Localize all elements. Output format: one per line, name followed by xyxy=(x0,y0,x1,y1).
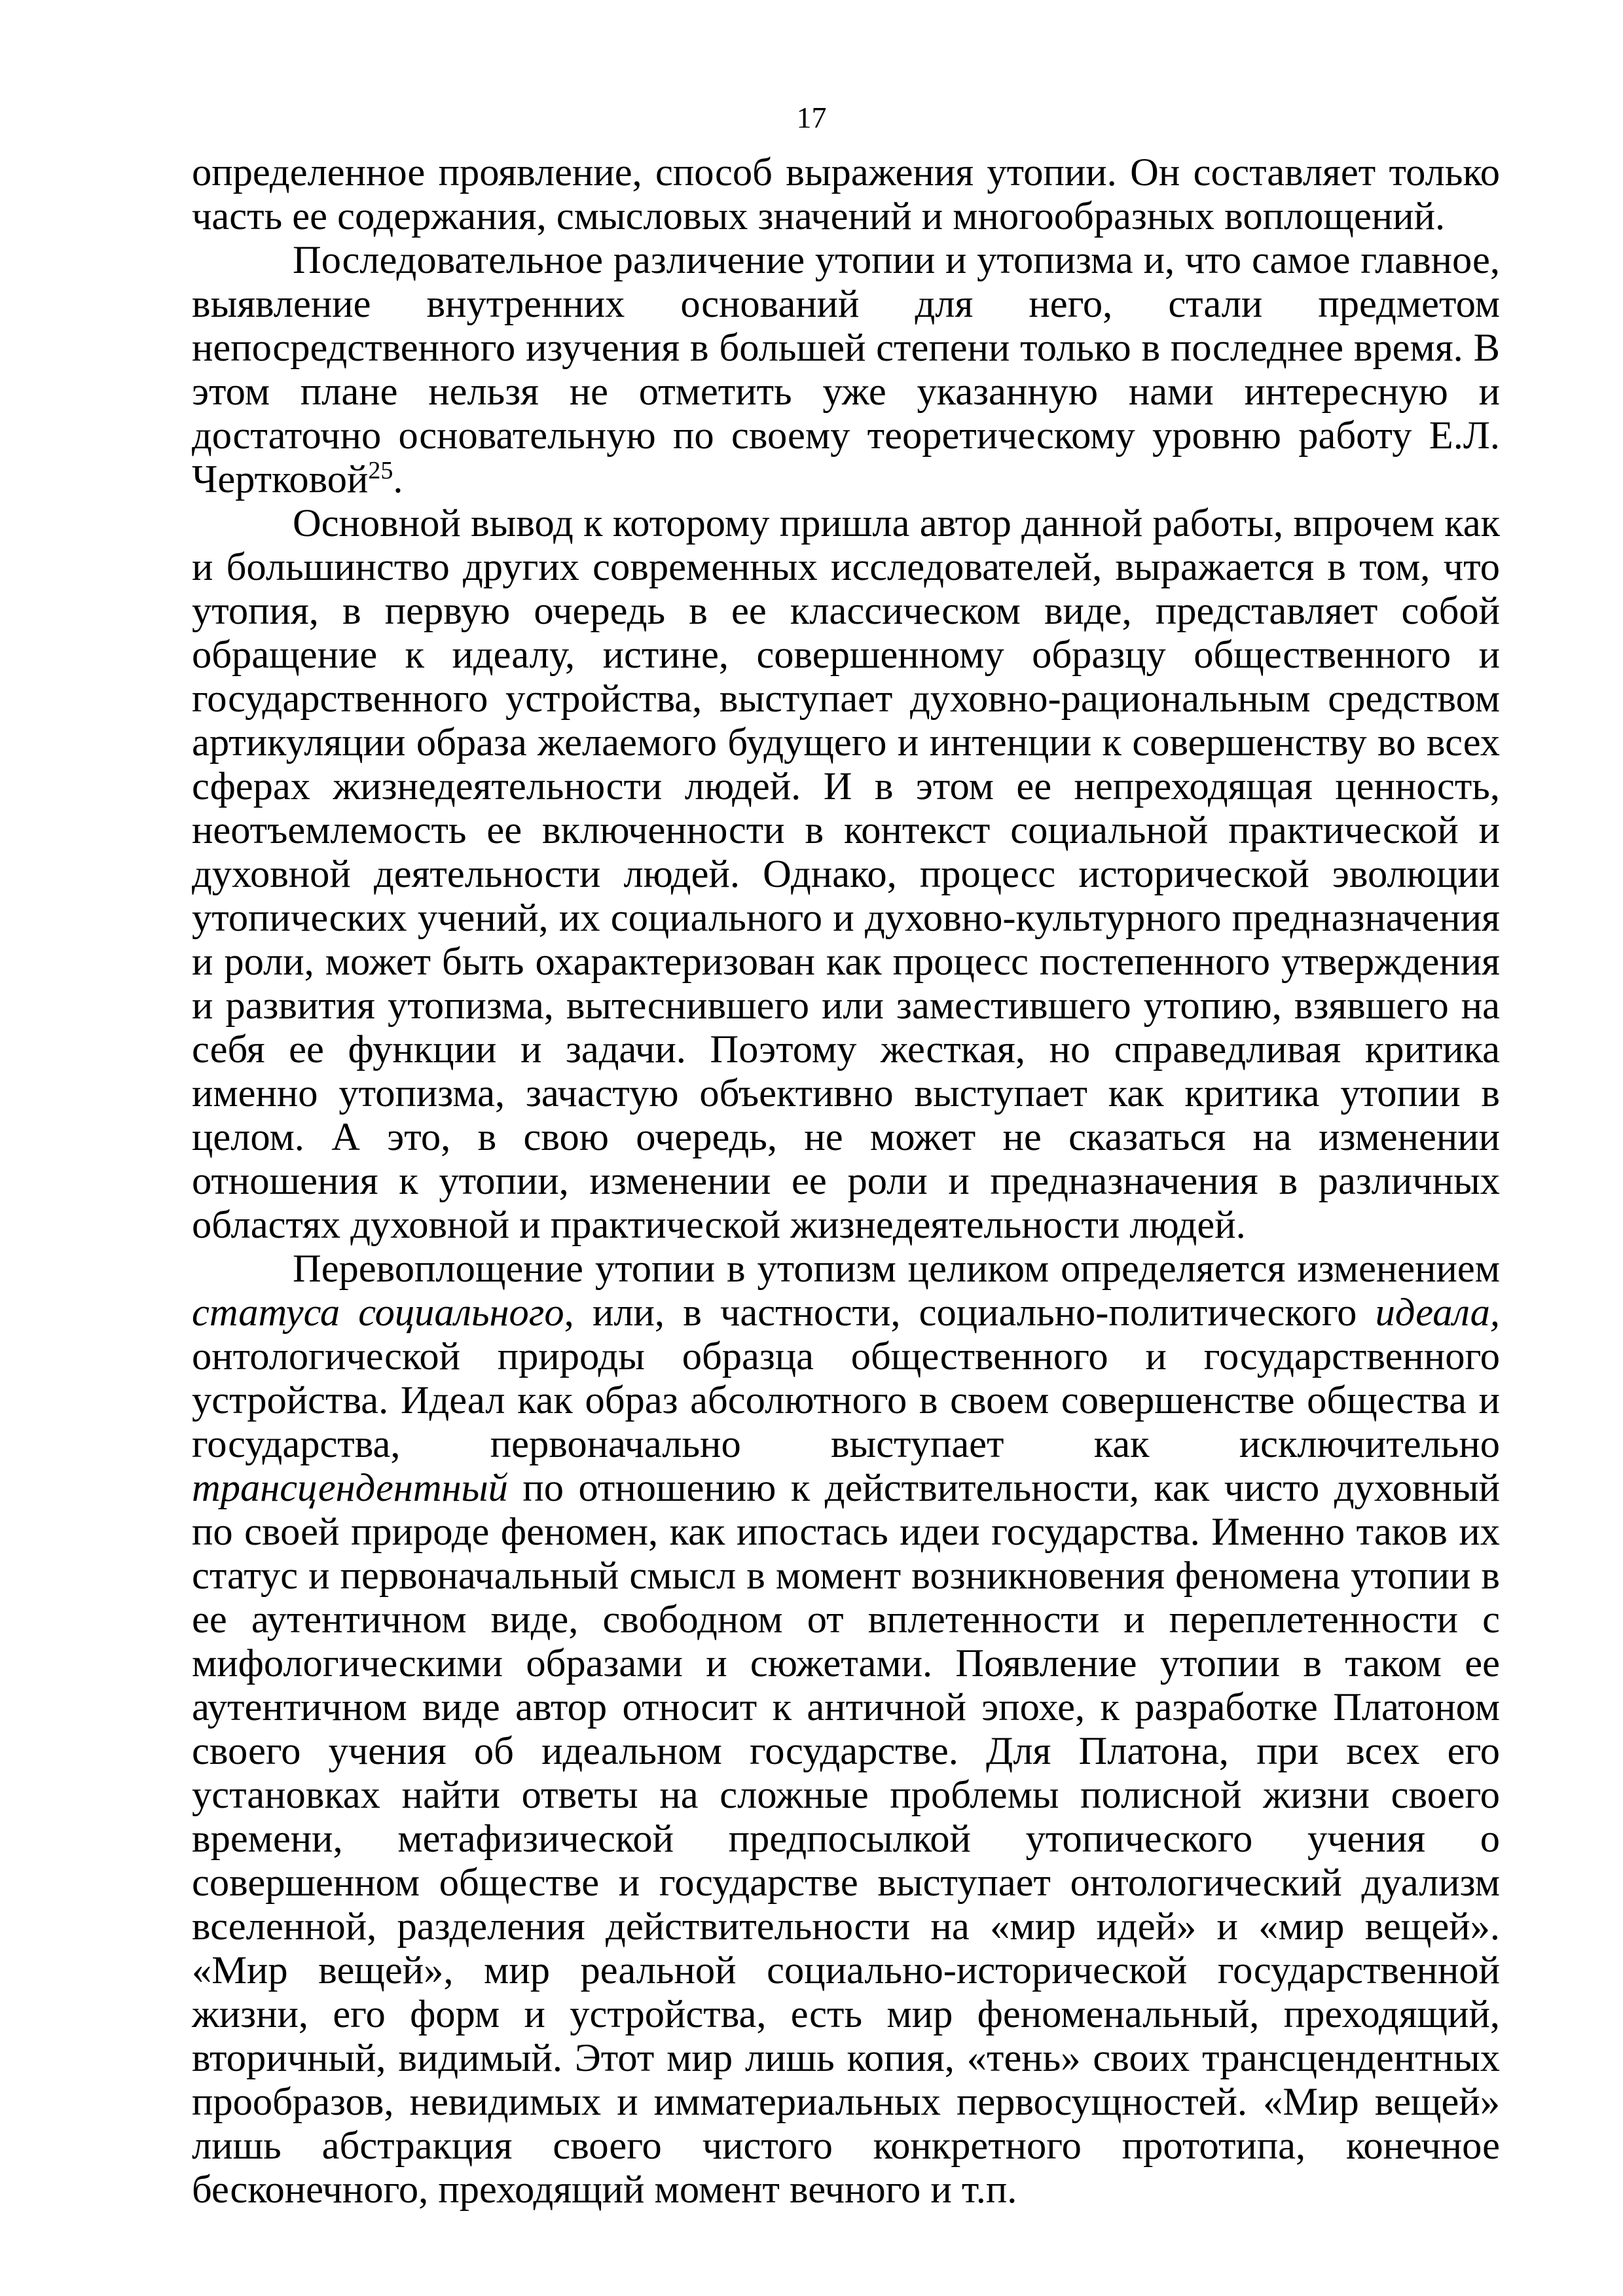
paragraph: определенное проявление, способ выражения утопии. Он составляет только часть ее содержания, смысловых значений и многообразных воплощений. xyxy=(192,151,1500,238)
paragraph-text-end: . xyxy=(393,457,403,501)
paragraph xyxy=(192,238,1500,501)
paragraph: Основной вывод к которому пришла автор данной работы, впрочем как и большинство других современных исследователей, выражается в том, что утопия, в первую очередь в ее классическом виде, представляет собой обращение к идеалу, истине, совершенному образцу общественного и государственного устройства, выступает духовно-рациональным средством артикуляции образа желаемого будущего и интенции к совершенству во всех сферах жизнедеятельности людей. И в этом ее непреходящая ценность, неотъемлемость ее включенности в контекст социальной практической и духовной деятельности людей. Однако, процесс исторической эволюции утопических учений, их социального и духовно-культурного предназначения и роли, может быть охарактеризован как процесс постепенного утверждения и развития утопизма, вытеснившего или заместившего утопию, взявшего на себя ее функции и задачи. Поэтому жесткая, но справедливая критика именно утопизма, зачастую объективно выступает как критика утопии в целом. А это, в свою очередь, не может не сказаться на изменении отношения к утопии, изменении ее роли и предназначения в различных областях духовной и практической жизнедеятельности людей. xyxy=(192,501,1500,1247)
emphasized-term: статуса социального xyxy=(192,1291,564,1335)
paragraph-text: Последовательное различение утопии и утопизма и, что самое главное, выявление внутренних оснований для него, стали предметом непосредственного изучения в большей степени только в последнее время. В этом плане нельзя не отметить уже указанную нами интересную и достаточно основательную по своему теоретическому уровню работу Е.Л. Чертковой xyxy=(192,238,1500,501)
emphasized-term: идеала, xyxy=(1375,1291,1501,1335)
emphasized-term: трансцендентный xyxy=(192,1466,508,1510)
paragraph-text: , или, в частности, социально-политического xyxy=(564,1291,1376,1335)
paragraph-text: онтологической природы образца общественного и государственного устройства. Идеал как образ абсолютного в своем совершенстве общества и государства, первоначально выступает как исключительно xyxy=(192,1335,1500,1466)
paragraph-text: по отношению к действительности, как чисто духовный по своей природе феномен, как ипостась идеи государства. Именно таков их статус и первоначальный смысл в момент возникновения феномена утопии в ее аутентичном виде, свободном от вплетенности и переплетенности с мифологическими образами и сюжетами. Появление утопии в таком ее аутентичном виде автор относит к античной эпохе, к разработке Платоном своего учения об идеальном государстве. Для Платона, при всех его установках найти ответы на сложные проблемы полисной жизни своего времени, метафизической предпосылкой утопического учения о совершенном обществе и государстве выступает онтологический дуализм вселенной, разделения действительности на «мир идей» и «мир вещей». «Мир вещей», мир реальной социально-исторической государственной жизни, его форм и устройства, есть мир феноменальный, преходящий, вторичный, видимый. Этот мир лишь копия, «тень» своих трансцендентных прообразов, невидимых и имматериальных первосущностей. «Мир вещей» лишь абстракция своего чистого конкретного прототипа, конечное бесконечного, преходящий момент вечного и т.п. xyxy=(192,1466,1500,2212)
page-number: 17 xyxy=(796,101,827,134)
body-text xyxy=(192,151,1500,2212)
paragraph xyxy=(192,1247,1500,2212)
paragraph-text: Перевоплощение утопии в утопизм целиком определяется изменением xyxy=(293,1247,1500,1291)
footnote-reference[interactable]: 25 xyxy=(368,456,393,484)
